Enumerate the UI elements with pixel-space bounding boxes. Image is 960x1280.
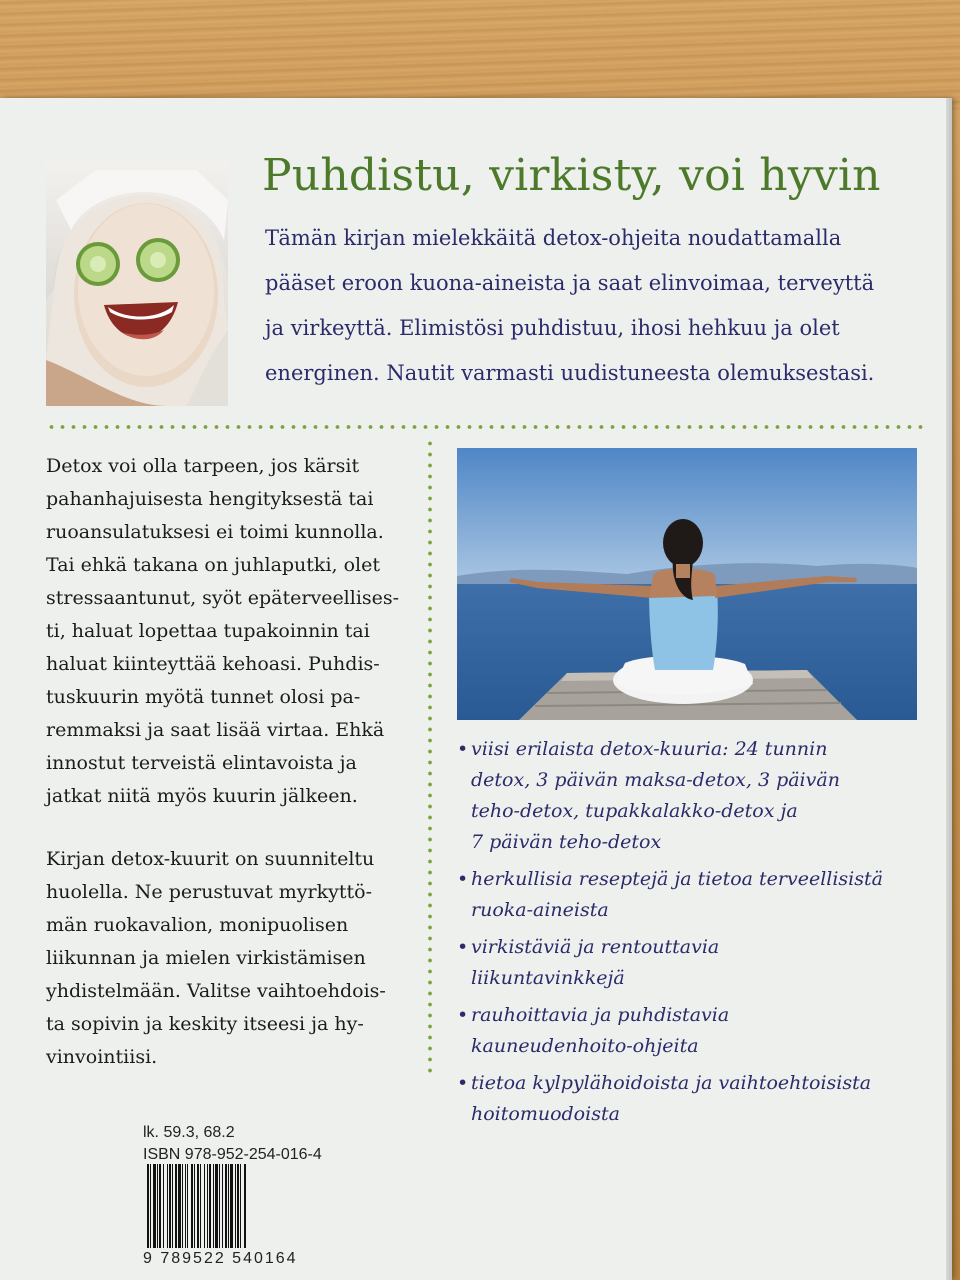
face-mask-photo	[46, 160, 228, 406]
barcode-bar	[219, 1164, 220, 1248]
barcode-bar	[175, 1164, 177, 1248]
barcode	[143, 1164, 333, 1260]
feature-bullet-list	[457, 734, 917, 1136]
body-line: Kirjan detox-kuurit on suunniteltu	[46, 848, 375, 870]
barcode-bar	[222, 1164, 223, 1248]
barcode-bar	[209, 1164, 211, 1248]
bullet-line: • herkullisia reseptejä ja tietoa terveellisistä	[471, 868, 883, 890]
bullet-line: detox, 3 päivän maksa-detox, 3 päivän	[471, 769, 840, 791]
barcode-bar	[178, 1164, 181, 1248]
body-line: tuskuurin myötä tunnet olosi pa-	[46, 686, 361, 708]
body-line: Detox voi olla tarpeen, jos kärsit	[46, 455, 360, 477]
barcode-bar	[185, 1164, 186, 1248]
publication-codes	[143, 1122, 322, 1166]
barcode-bar	[204, 1164, 205, 1248]
barcode-bar	[240, 1164, 241, 1248]
list-item	[457, 1000, 917, 1062]
yoga-pier-photo	[457, 448, 917, 720]
body-line: ta sopivin ja keskity itseesi ja hy-	[46, 1013, 364, 1035]
body-line: ruoansulatuksesi ei toimi kunnolla.	[46, 521, 384, 543]
bullet-line: • tietoa kylpylähoidoista ja vaihtoehtoisista	[471, 1072, 872, 1094]
bullet-line: 7 päivän teho-detox	[471, 831, 662, 853]
bullet-line: hoitomuodoista	[471, 1103, 620, 1125]
barcode-bar	[235, 1164, 236, 1248]
list-item	[457, 1068, 917, 1130]
bullet-line: liikuntavinkkejä	[471, 967, 625, 989]
body-line: remmaksi ja saat lisää virtaa. Ehkä	[46, 719, 385, 741]
barcode-bar	[237, 1164, 239, 1248]
barcode-bar	[215, 1164, 218, 1248]
body-line: män ruokavalion, monipuolisen	[46, 914, 349, 936]
body-paragraph-2	[46, 843, 416, 1074]
barcode-bar	[244, 1164, 246, 1248]
body-line: jatkat niitä myös kuurin jälkeen.	[46, 785, 358, 807]
body-line: pahanhajuisesta hengityksestä tai	[46, 488, 374, 510]
cover-edge	[946, 98, 952, 1280]
wooden-table-background	[0, 0, 960, 110]
barcode-bar	[147, 1164, 149, 1248]
body-line: stressaantunut, syöt epäterveellises-	[46, 587, 400, 609]
yoga-illustration	[457, 448, 917, 720]
body-line: liikunnan ja mielen virkistämisen	[46, 947, 366, 969]
barcode-bar	[153, 1164, 156, 1248]
barcode-bar	[228, 1164, 229, 1248]
list-item	[457, 932, 917, 994]
bullet-line: • rauhoittavia ja puhdistavia	[471, 1004, 730, 1026]
isbn-number: ISBN 978-952-254-016-4	[143, 1146, 322, 1163]
barcode-digits: 9 789522 540164	[143, 1250, 298, 1267]
body-paragraph-1	[46, 450, 416, 813]
body-line: innostut terveistä elintavoista ja	[46, 752, 357, 774]
bullet-line: teho-detox, tupakkalakko-detox ja	[471, 800, 798, 822]
barcode-bar	[169, 1164, 171, 1248]
barcode-bar	[213, 1164, 214, 1248]
intro-paragraph	[265, 216, 925, 396]
vertical-dotted-divider	[427, 438, 433, 1078]
bullet-line: • viisi erilaista detox-kuuria: 24 tunnin	[471, 738, 828, 760]
bullet-line: • virkistäviä ja rentouttavia	[471, 936, 720, 958]
horizontal-dotted-divider	[46, 424, 926, 430]
barcode-bar	[172, 1164, 173, 1248]
barcode-bar	[200, 1164, 201, 1248]
list-item	[457, 864, 917, 926]
body-line: ti, haluat lopettaa tupakoinnin tai	[46, 620, 370, 642]
barcode-bar	[167, 1164, 168, 1248]
face-mask-illustration	[46, 160, 228, 406]
barcode-bar	[150, 1164, 151, 1248]
barcode-bar	[163, 1164, 164, 1248]
barcode-bar	[225, 1164, 227, 1248]
intro-line: Tämän kirjan mielekkäitä detox-ohjeita noudattamalla	[265, 226, 842, 250]
bullet-line: kauneudenhoito-ohjeita	[471, 1035, 699, 1057]
barcode-bar	[182, 1164, 183, 1248]
list-item	[457, 734, 917, 858]
barcode-bar	[194, 1164, 195, 1248]
intro-line: energinen. Nautit varmasti uudistuneesta olemuksestasi.	[265, 361, 875, 385]
barcode-bar	[230, 1164, 233, 1248]
classification-code: lk. 59.3, 68.2	[143, 1124, 235, 1141]
body-line: haluat kiinteyttää kehoasi. Puhdis-	[46, 653, 380, 675]
barcode-bar	[207, 1164, 208, 1248]
barcode-bar	[157, 1164, 158, 1248]
cover-headline: Puhdistu, virkisty, voi hyvin	[262, 150, 881, 201]
barcode-bar	[159, 1164, 161, 1248]
body-line: yhdistelmään. Valitse vaihtoehdois-	[46, 980, 386, 1002]
body-line: vinvointiisi.	[46, 1046, 158, 1068]
intro-line: ja virkeyttä. Elimistösi puhdistuu, ihosi hehkuu ja olet	[265, 316, 840, 340]
body-line: Tai ehkä takana on juhlaputki, olet	[46, 554, 380, 576]
barcode-bar	[191, 1164, 193, 1248]
body-line: huolella. Ne perustuvat myrkyttö-	[46, 881, 372, 903]
bullet-line: ruoka-aineista	[471, 899, 609, 921]
barcode-bar	[187, 1164, 188, 1248]
intro-line: pääset eroon kuona-aineista ja saat elinvoimaa, terveyttä	[265, 271, 875, 295]
barcode-bar	[197, 1164, 199, 1248]
